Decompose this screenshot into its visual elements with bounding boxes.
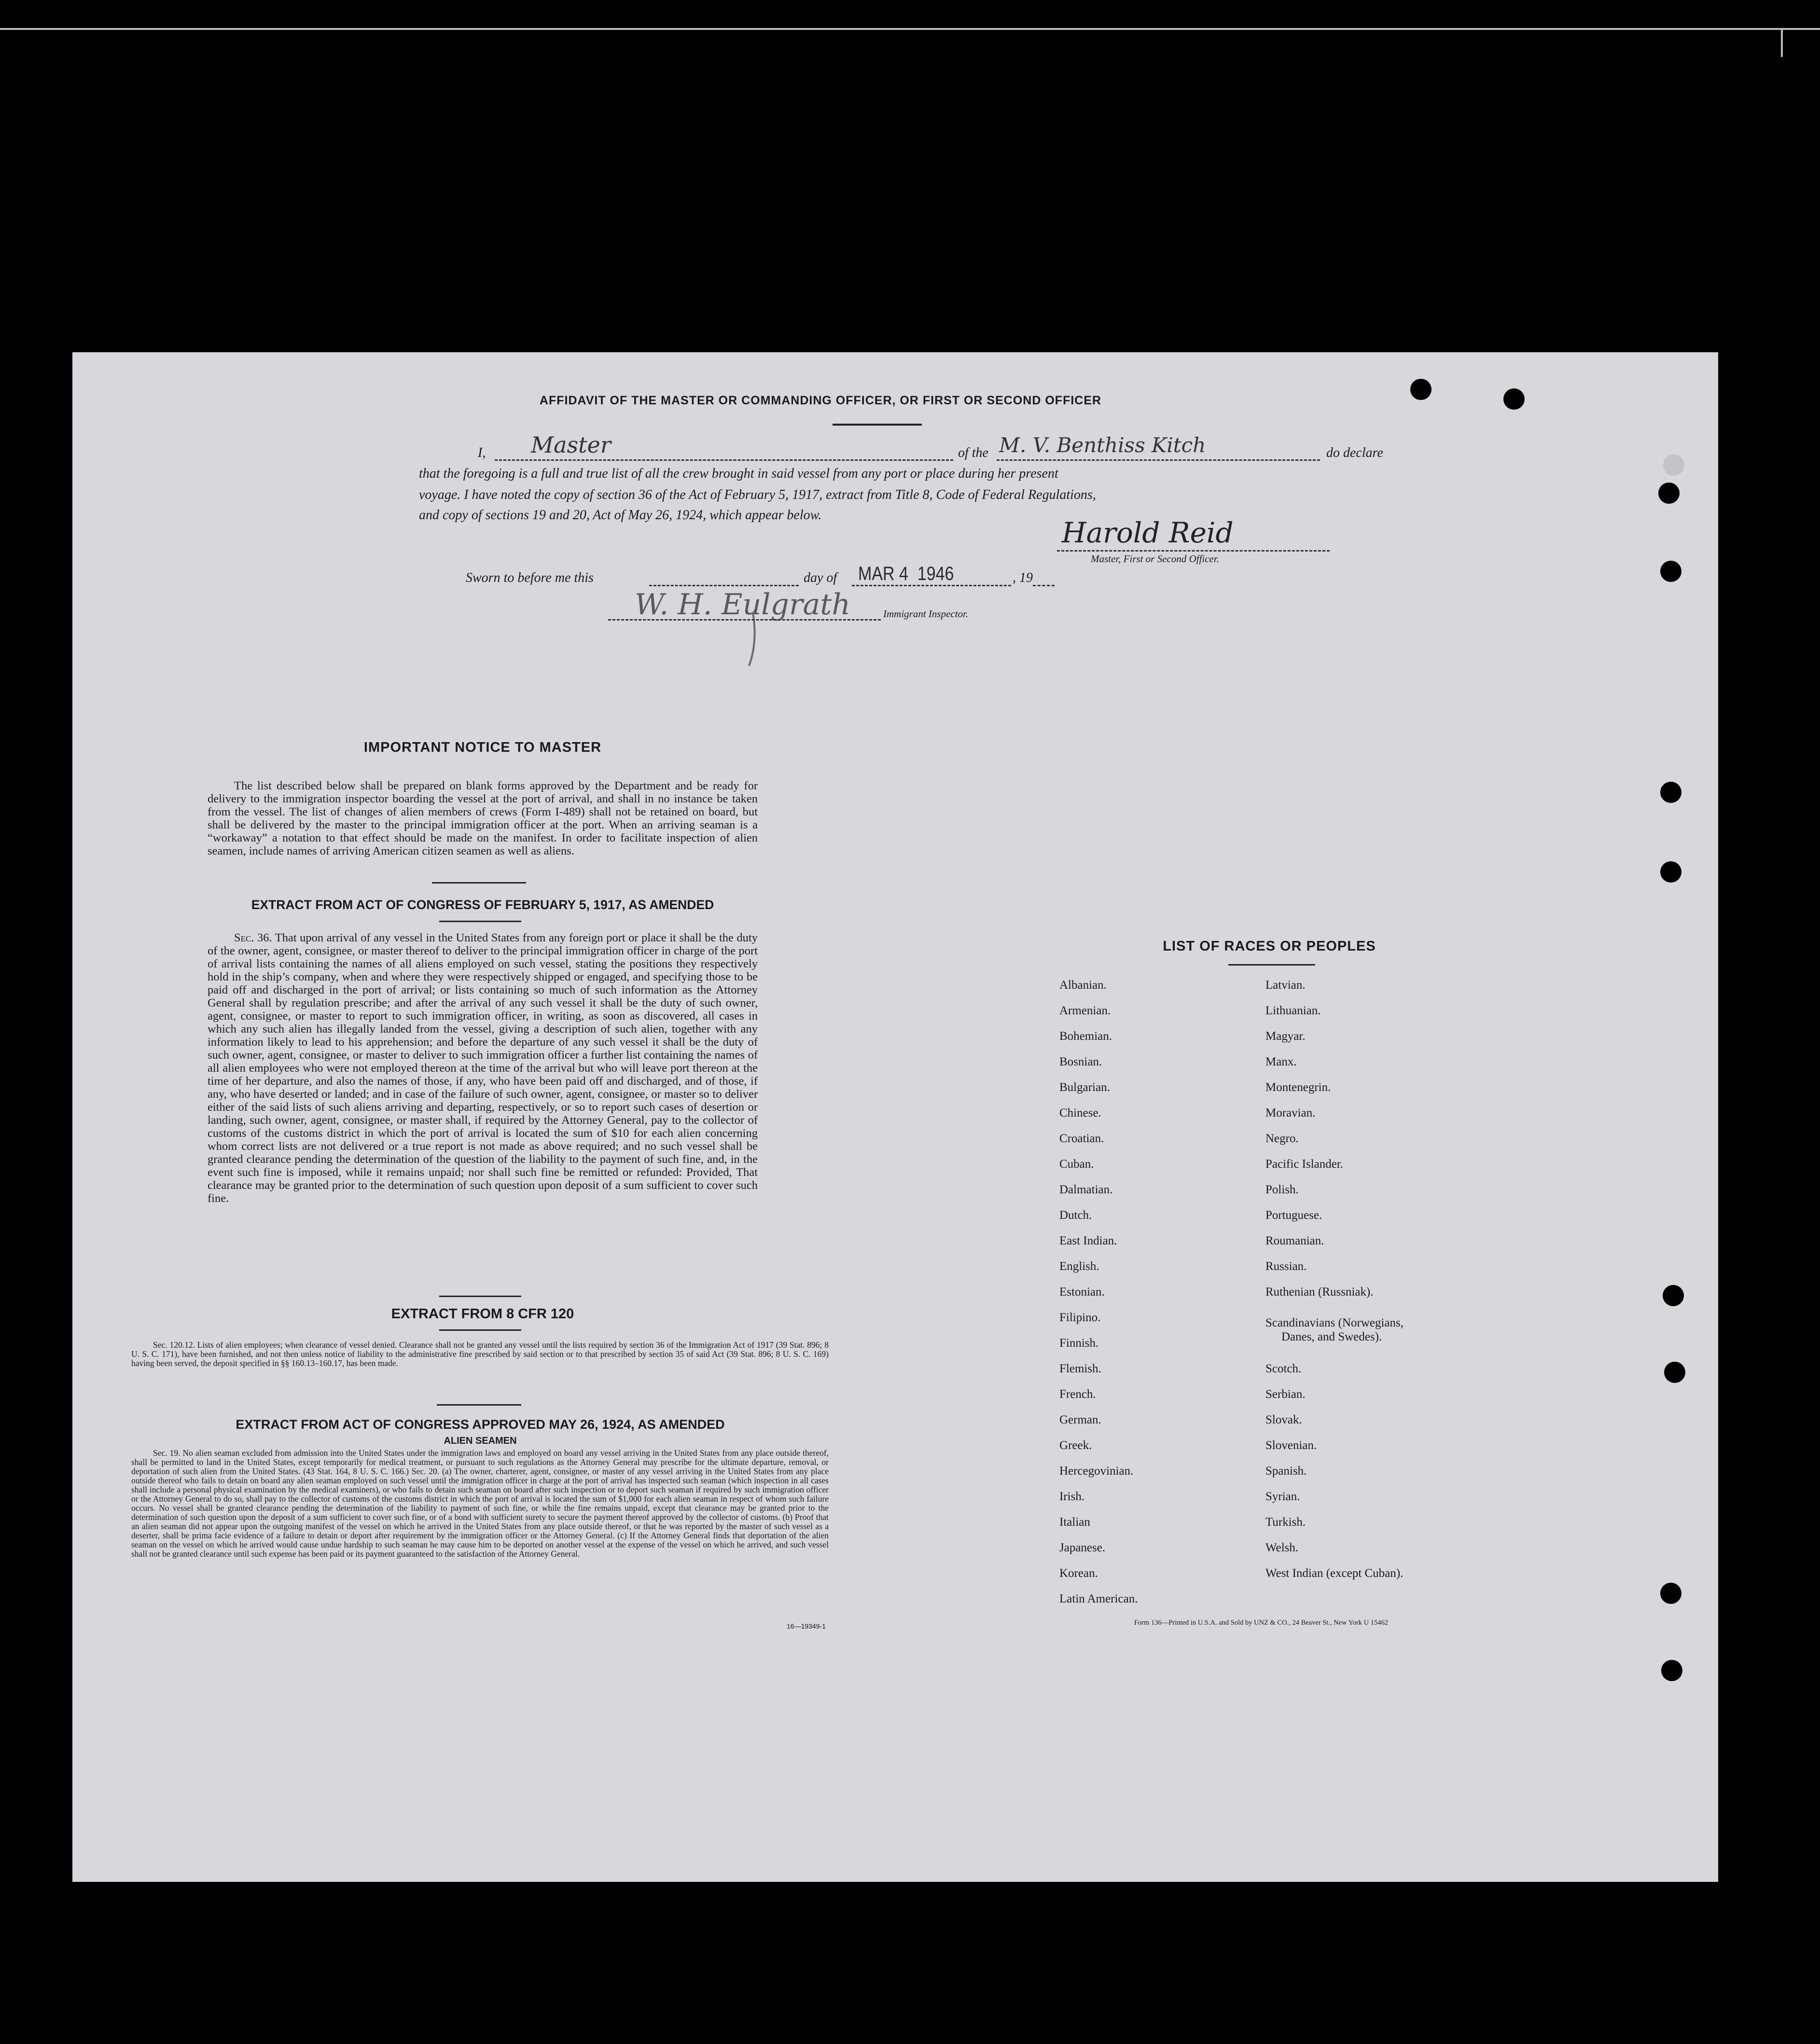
punch-hole xyxy=(1664,1362,1685,1383)
race-item: Negro. xyxy=(1265,1132,1299,1145)
act1917-body: That upon arrival of any vessel in the United States from any foreign port or place it shall be the duty of the owner, agent, consignee, or master thereof to deliver to the principal immigration officer in charge of the port of arrival lists containing the names of all aliens employed on such vessel, stating the positions they respectively hold in the ship’s company, when and where they were respectively shipped or engaged, and specifying those to be paid off and discharged in the port of arrival; or lists containing so much of such information as the Attorney General shall by regulation prescribe; and after the arrival of any such vessel it shall be the duty of such owner, agent, consignee, or master to report to such immigration officer, in writing, as soon as discovered, all cases in which any such alien has illegally landed from the vessel, giving a description of such alien, together with any information likely to lead to his apprehension; and before the departure of any such vessel it shall be the duty of such owner, agent, consignee, or master to deliver to such immigration officer a further list containing the names of all alien employees who were not employed thereon at the time of the arrival but who will leave port thereon at the time of her departure, and also the names of those, if any, who have been paid off and discharged, and of those, if any, who have deserted or landed; and in case of the failure of such owner, agent, consignee, or master so to deliver either of the said lists of such aliens arriving and departing, respectively, or so to report such cases of desertion or landing, such owner, agent, consignee, or master shall, if required by the Attorney General, pay to the collector of customs of the customs district in which the port of arrival is located the sum of $10 for each alien concerning whom correct lists are not delivered or a true report is not made as above required; and no such vessel shall be granted clearance pending the determination of the question of the liability to the payment of such fine, and, in the event such fine is imposed, while it remains unpaid; nor shall such fine be remitted or refunded: Provided, That clearance may be granted prior to the determination of such question upon deposit of a sum sufficient to cover such fine. xyxy=(208,931,758,1205)
section-rule xyxy=(439,921,521,922)
name-line xyxy=(495,459,953,461)
race-item: Finnish. xyxy=(1059,1337,1099,1350)
section-rule xyxy=(439,1296,521,1297)
inspector-caption: Immigrant Inspector. xyxy=(883,608,969,620)
race-item: Montenegrin. xyxy=(1265,1081,1331,1094)
year-line xyxy=(1033,585,1055,586)
race-item: Japanese. xyxy=(1059,1541,1106,1554)
affidavit-title: AFFIDAVIT OF THE MASTER OR COMMANDING OFFICER, OR FIRST OR SECOND OFFICER xyxy=(539,394,1102,407)
punch-hole xyxy=(1660,561,1681,582)
section-rule xyxy=(1228,964,1315,966)
race-item: Bohemian. xyxy=(1059,1030,1112,1043)
race-item: Slovak. xyxy=(1265,1413,1302,1426)
act1917-text xyxy=(208,931,758,1205)
act1924-text: Sec. 19. No alien seaman excluded from admission into the United States under the immigration laws and employed on board any vessel arriving in the United States from any place outside thereof, shall be permitted to land in the United States, except temporarily for medical treatment, or pursuant to such regulations as the Attorney General may prescribe for the ultimate departure, removal, or deportation of such alien from the United States. (43 Stat. 164, 8 U. S. C. 166.) Sec. 20. (a) The owner, charterer, agent, consignee, or master of any vessel arriving in the United States from any place outside thereof who fails to detain on board any alien seaman employed on such vessel until the immigration officer in charge at the port of arrival has inspected such seaman (which inspection in all cases shall include a personal physical examination by the medical examiners), or who fails to detain such seaman on board after such inspection or to deport such seaman if required by such immigration officer or the Attorney General to do so, shall pay to the collector of customs of the customs district in which the port of arrival is located the sum of $1,000 for each alien seaman in respect of whom such failure occurs. No vessel shall be granted clearance pending the determination of the liability to payment of such fine, or while the fine remains unpaid, except that clearance may be granted prior to the determination of such question upon the deposit of a sum sufficient to cover such fine, or of a bond with sufficient surety to secure the payment thereof approved by the collector of customs. (b) Proof that an alien seaman did not appear upon the outgoing manifest of the vessel on which he arrived in the United States from any place outside thereof, or that he was reported by the master of such vessel as a deserter, shall be prima facie evidence of a failure to detain or deport after requirement by the immigration officer or the Attorney General. (c) If the Attorney General finds that deportation of the alien seaman on the vessel on which he arrived would cause undue hardship to such seaman he may cause him to be deported on another vessel at the expense of the vessel on which he arrived, and such vessel shall not be granted clearance until such expense has been paid or its payment guaranteed to the satisfaction of the Attorney General. xyxy=(131,1448,829,1559)
cfr-text: Sec. 120.12. Lists of alien employees; when clearance of vessel denied. Clearance shall not be granted any vessel until the lists required by section 36 of the Immigration Act of 1917 (39 Stat. 896; 8 U. S. C. 171), have been furnished, and not then unless notice of liability to the administrative fine prescribed by said section or to that prescribed by section 35 of said Act (39 Stat. 896; 8 U. S. C. 169) having been served, the deposit specified in §§ 160.13–160.17, has been made. xyxy=(131,1340,829,1368)
race-item: East Indian. xyxy=(1059,1234,1117,1247)
race-item: Dutch. xyxy=(1059,1209,1092,1222)
film-border-line xyxy=(0,28,1820,30)
sworn-day-line xyxy=(649,585,799,586)
race-item: Italian xyxy=(1059,1516,1090,1529)
race-item: Bosnian. xyxy=(1059,1055,1102,1068)
act1917-title: EXTRACT FROM ACT OF CONGRESS OF FEBRUARY 5, 1917, AS AMENDED xyxy=(251,898,714,912)
race-item: Magyar. xyxy=(1265,1030,1306,1043)
race-item: Dalmatian. xyxy=(1059,1183,1113,1196)
act1924-subtitle: ALIEN SEAMEN xyxy=(444,1436,517,1446)
year-suffix: , 19 xyxy=(1013,570,1033,585)
race-item: Cuban. xyxy=(1059,1158,1094,1171)
punch-hole xyxy=(1663,1285,1684,1306)
race-item: Russian. xyxy=(1265,1260,1307,1273)
races-title: LIST OF RACES OR PEOPLES xyxy=(1163,939,1376,954)
section-rule xyxy=(437,1404,521,1406)
punch-hole-faint xyxy=(1663,455,1684,476)
punch-hole xyxy=(1660,782,1681,803)
vessel-line xyxy=(997,459,1320,461)
race-item: Armenian. xyxy=(1059,1004,1111,1017)
race-item: West Indian (except Cuban). xyxy=(1265,1567,1403,1580)
race-item: Croatian. xyxy=(1059,1132,1104,1145)
document-page xyxy=(72,352,1718,1882)
race-item: English. xyxy=(1059,1260,1099,1273)
film-border-tick xyxy=(1781,28,1783,57)
race-item: Filipino. xyxy=(1059,1311,1101,1324)
race-item: Scotch. xyxy=(1265,1362,1302,1375)
handwritten-rank: Master xyxy=(531,432,611,458)
punch-hole xyxy=(1661,1660,1682,1681)
master-signature: Harold Reid xyxy=(1062,516,1234,549)
race-item: Pacific Islander. xyxy=(1265,1158,1344,1171)
date-line xyxy=(852,585,1011,586)
section-rule xyxy=(432,882,526,884)
race-item: Manx. xyxy=(1265,1055,1297,1068)
race-item: Albanian. xyxy=(1059,979,1107,992)
inspector-signature: W. H. Eulgrath xyxy=(635,588,851,621)
day-of-label: day of xyxy=(804,570,837,585)
race-item: Flemish. xyxy=(1059,1362,1101,1375)
signature-caption: Master, First or Second Officer. xyxy=(1091,553,1219,565)
race-item: Estonian. xyxy=(1059,1285,1105,1298)
signature-stroke xyxy=(738,613,767,671)
race-item: Serbian. xyxy=(1265,1388,1306,1401)
title-rule xyxy=(833,424,922,426)
race-item: Portuguese. xyxy=(1265,1209,1322,1222)
signature-line xyxy=(1057,550,1330,552)
punch-hole xyxy=(1503,388,1525,410)
date-stamp: MAR 4 1946 xyxy=(858,563,954,584)
sec-36-label: Sec. 36. xyxy=(234,931,272,944)
notice-title: IMPORTANT NOTICE TO MASTER xyxy=(363,740,602,755)
race-item: Roumanian. xyxy=(1265,1234,1324,1247)
section-rule xyxy=(439,1329,521,1331)
race-item: Korean. xyxy=(1059,1567,1098,1580)
race-item: Turkish. xyxy=(1265,1516,1306,1529)
inspector-line xyxy=(608,619,881,621)
race-item: Slovenian. xyxy=(1265,1439,1317,1452)
affidavit-line-4: and copy of sections 19 and 20, Act of May 26, 1924, which appear below. xyxy=(419,508,822,523)
race-item: Chinese. xyxy=(1059,1106,1101,1119)
form-footer: Form 136—Printed in U.S.A. and Sold by UNZ & CO., 24 Beaver St., New York U 15462 xyxy=(1134,1619,1389,1627)
punch-hole xyxy=(1658,483,1680,504)
race-item: French. xyxy=(1059,1388,1096,1401)
race-item: German. xyxy=(1059,1413,1101,1426)
handwritten-vessel: M. V. Benthiss Kitch xyxy=(999,433,1206,457)
race-item: Scandinavians (Norwegians, xyxy=(1265,1316,1404,1329)
cfr-title: EXTRACT FROM 8 CFR 120 xyxy=(391,1306,574,1322)
form-code: 16—19349-1 xyxy=(787,1622,826,1630)
punch-hole xyxy=(1410,379,1431,400)
race-item: Danes, and Swedes). xyxy=(1281,1330,1382,1343)
race-item: Moravian. xyxy=(1265,1106,1316,1119)
punch-hole xyxy=(1660,1583,1681,1604)
notice-text: The list described below shall be prepared on blank forms approved by the Department and be ready for delivery to the immigration inspector boarding the vessel at the port of arrival, and shall in no instance be taken from the vessel. The list of changes of alien members of crews (Form I-489) shall not be retained on board, but shall be delivered by the master to the principal immigration officer at the port. When an arriving seaman is a “workaway” a notation to that effect should be made on the manifest. In order to facilitate inspection of alien seamen, include names of arriving American citizen seamen as well as aliens. xyxy=(208,779,758,857)
race-item: Hercegovinian. xyxy=(1059,1464,1134,1478)
race-item: Irish. xyxy=(1059,1490,1085,1503)
race-item: Ruthenian (Russniak). xyxy=(1265,1285,1374,1298)
i-label: I, xyxy=(478,445,486,460)
of-the-label: of the xyxy=(958,445,988,460)
punch-hole xyxy=(1660,861,1681,883)
race-item: Welsh. xyxy=(1265,1541,1299,1554)
race-item: Greek. xyxy=(1059,1439,1092,1452)
race-item: Bulgarian. xyxy=(1059,1081,1110,1094)
race-item: Syrian. xyxy=(1265,1490,1300,1503)
affidavit-line-3: voyage. I have noted the copy of section 36 of the Act of February 5, 1917, extract from Title 8, Code of Federal Regulations, xyxy=(419,487,1096,502)
do-declare-label: do declare xyxy=(1326,445,1383,460)
sworn-label: Sworn to before me this xyxy=(466,570,594,585)
race-item: Latvian. xyxy=(1265,979,1306,992)
race-item: Latin American. xyxy=(1059,1592,1138,1605)
race-item: Lithuanian. xyxy=(1265,1004,1321,1017)
race-item: Spanish. xyxy=(1265,1464,1307,1478)
race-item: Polish. xyxy=(1265,1183,1299,1196)
affidavit-line-2: that the foregoing is a full and true list of all the crew brought in said vessel from any port or place during her present xyxy=(419,466,1058,481)
act1924-title: EXTRACT FROM ACT OF CONGRESS APPROVED MAY 26, 1924, AS AMENDED xyxy=(236,1417,725,1432)
